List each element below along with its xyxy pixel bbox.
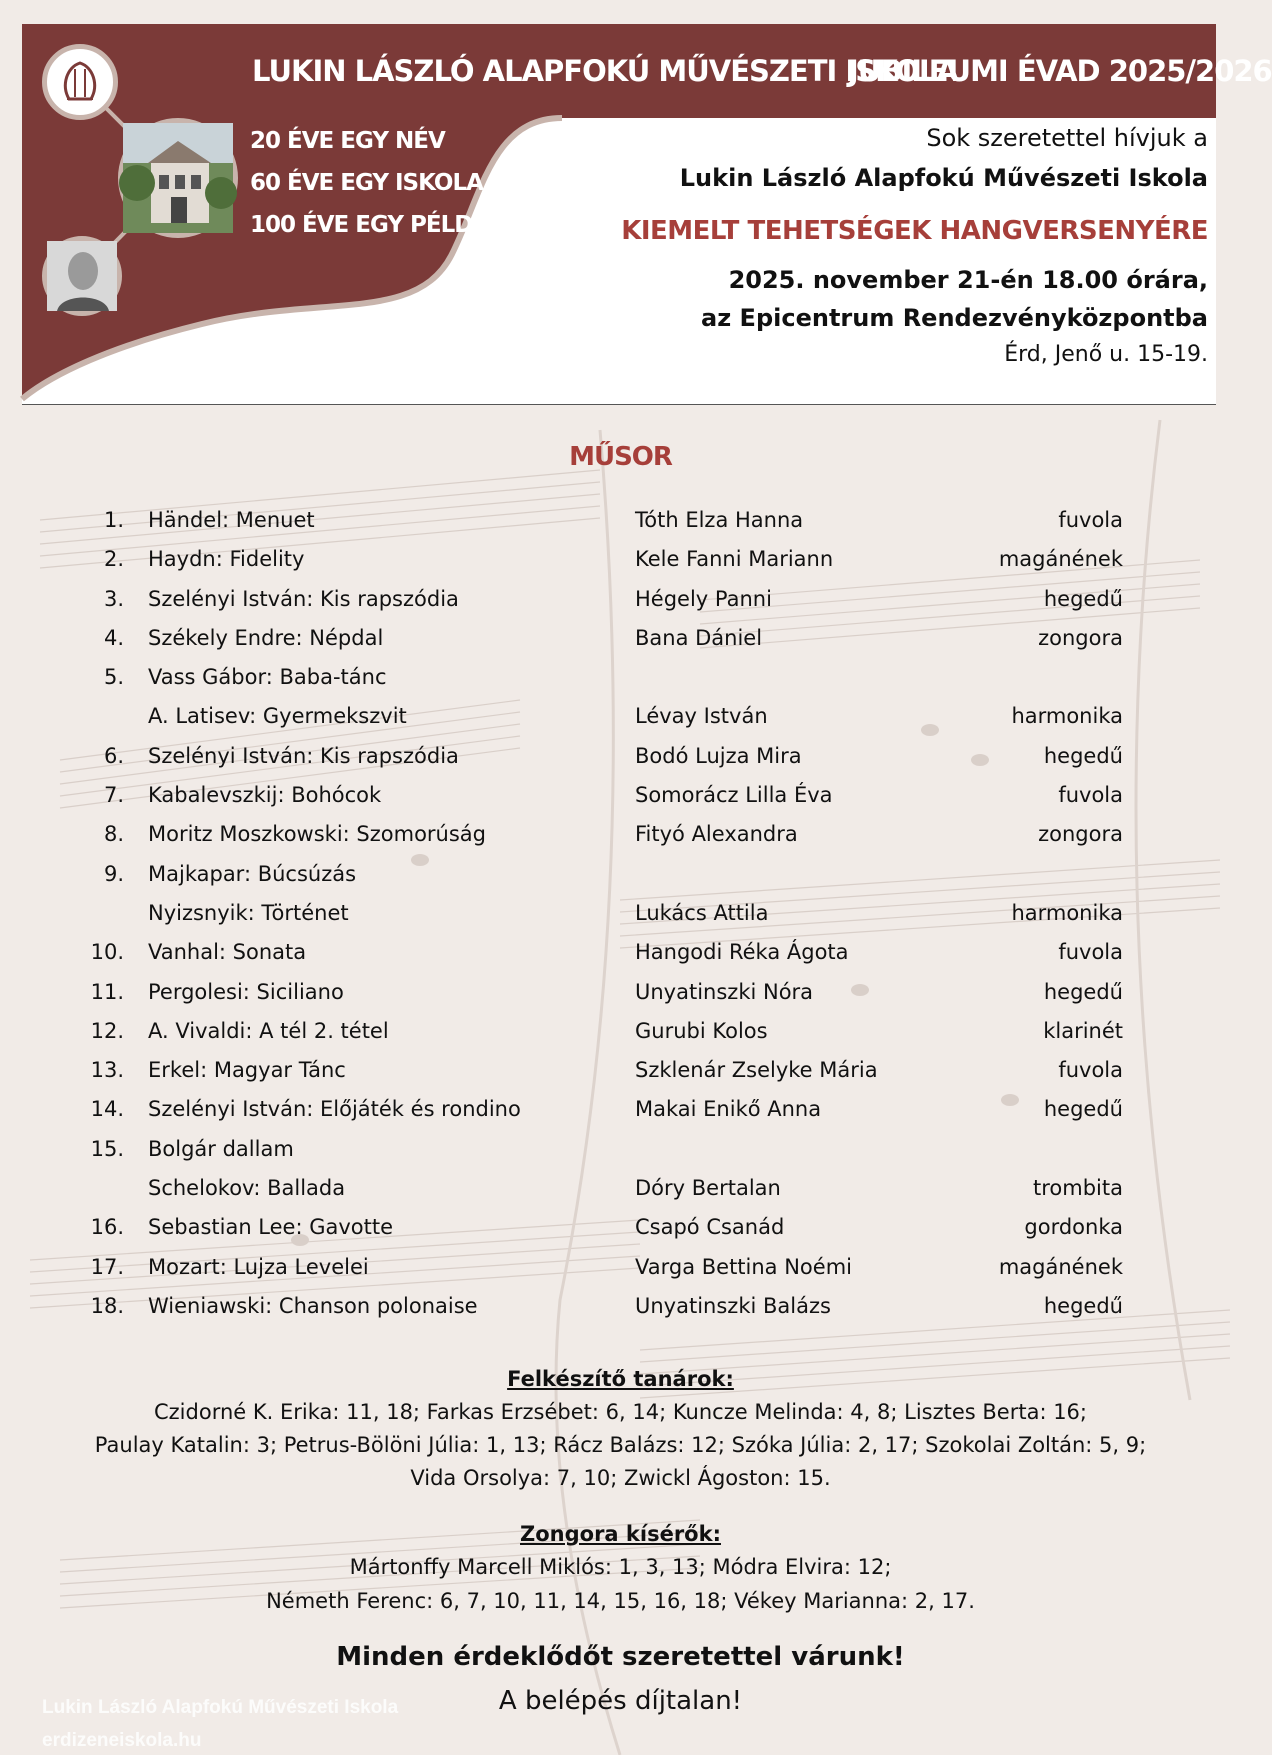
program-piece: Wieniawski: Chanson polonaise: [148, 1293, 478, 1318]
accompanists-line-2: Németh Ferenc: 6, 7, 10, 11, 14, 15, 16, 18; Vékey Marianna: 2, 17.: [266, 1589, 975, 1613]
program-piece: Vanhal: Sonata: [148, 940, 307, 965]
program-row: [0, 1249, 1241, 1288]
program-number: 15.: [90, 1136, 124, 1161]
event-venue: az Epicentrum Rendezvényközpontba: [701, 304, 1208, 332]
program-piece: Szelényi István: Kis rapszódia: [148, 743, 459, 768]
program-row: [0, 1091, 1241, 1130]
program-number: 3.: [103, 586, 124, 611]
program-piece: Moritz Moszkowski: Szomorúság: [148, 822, 487, 847]
program-performer: Bodó Lujza Mira: [635, 743, 802, 768]
school-logo: [42, 44, 118, 120]
program-number: 13.: [90, 1058, 124, 1083]
program-row: [0, 738, 1241, 777]
program-performer: Bana Dániel: [635, 625, 763, 650]
program-performer: Somorácz Lilla Éva: [635, 783, 833, 808]
program-number: 7.: [103, 783, 124, 808]
program-row: [0, 1209, 1241, 1248]
program-row: [0, 856, 1241, 895]
school-name-banner: LUKIN LÁSZLÓ ALAPFOKÚ MŰVÉSZETI ISKOLA: [252, 54, 958, 88]
program-piece: Nyizsnyik: Történet: [148, 900, 349, 925]
program-title: MŰSOR: [569, 442, 672, 472]
program-number: 5.: [103, 665, 124, 690]
program-instrument: zongora: [1038, 822, 1123, 847]
program-row: [0, 1288, 1241, 1327]
teachers-line-1: Czidorné K. Erika: 11, 18; Farkas Erzsébet: 6, 14; Kuncze Melinda: 4, 8; Lisztes Berta: 16;: [154, 1400, 1087, 1424]
jubilee-season: JUBILEUMI ÉVAD 2025/2026: [848, 54, 1272, 88]
program-piece: Händel: Menuet: [148, 508, 315, 532]
program-performer: Unyatinszki Balázs: [635, 1293, 831, 1318]
program-instrument: zongora: [1038, 625, 1123, 650]
accompanists-line-1: Mártonffy Marcell Miklós: 1, 3, 13; Módra Elvira: 12;: [349, 1555, 892, 1579]
program-row: [0, 1131, 1241, 1170]
program-piece: Schelokov: Ballada: [148, 1176, 346, 1201]
program-instrument: fuvola: [1058, 783, 1123, 808]
program-number: 1.: [103, 508, 124, 532]
teachers-line-2: Paulay Katalin: 3; Petrus-Bölöni Júlia: 1, 13; Rácz Balázs: 12; Szóka Júlia: 2, 17; Szokolai Zoltán: 5, 9;: [94, 1433, 1147, 1457]
program-row: [0, 1170, 1241, 1209]
program-number: 17.: [90, 1254, 124, 1279]
program-piece: Szelényi István: Előjáték és rondino: [148, 1097, 521, 1122]
program-piece: Erkel: Magyar Tánc: [148, 1058, 346, 1083]
program-performer: Hangodi Réka Ágota: [635, 940, 849, 965]
program-instrument: hegedű: [1043, 743, 1123, 768]
program-piece: A. Vivaldi: A tél 2. tétel: [148, 1018, 389, 1043]
program-piece: Haydn: Fidelity: [148, 547, 305, 572]
accompanists-heading: Zongora kísérők:: [520, 1522, 721, 1546]
program-number: 18.: [90, 1293, 124, 1318]
program-instrument: gordonka: [1024, 1215, 1123, 1240]
program-row: [0, 659, 1241, 698]
program-instrument: hegedű: [1043, 1293, 1123, 1318]
event-address: Érd, Jenő u. 15-19.: [1004, 342, 1208, 367]
program-piece: Székely Endre: Népdal: [148, 625, 384, 650]
program-instrument: harmonika: [1011, 900, 1123, 925]
program-row: [0, 502, 1241, 541]
program-row: [0, 934, 1241, 973]
program-row: [0, 816, 1241, 855]
program-row: [0, 777, 1241, 816]
program-performer: Lukács Attila: [635, 900, 769, 925]
program-number: 8.: [103, 822, 124, 847]
program-piece: Sebastian Lee: Gavotte: [148, 1215, 394, 1240]
welcome-message: Minden érdeklődőt szeretettel várunk!: [336, 1642, 905, 1672]
program-number: 11.: [90, 979, 124, 1004]
tagline-1: 20 ÉVE EGY NÉV: [250, 128, 445, 154]
program-performer: Fityó Alexandra: [635, 822, 798, 847]
program-row: [0, 895, 1241, 934]
program-piece: Szelényi István: Kis rapszódia: [148, 586, 459, 611]
program-number: 4.: [103, 625, 124, 650]
program-performer: Szklenár Zselyke Mária: [635, 1058, 878, 1083]
program-instrument: harmonika: [1011, 704, 1123, 729]
program-row: [0, 581, 1241, 620]
program-performer: Hégely Panni: [635, 586, 772, 611]
program-instrument: hegedű: [1043, 586, 1123, 611]
program-row: [0, 541, 1241, 580]
program-row: [0, 698, 1241, 737]
program-performer: Unyatinszki Nóra: [635, 979, 814, 1004]
invitation-intro: Sok szeretettel hívjuk a: [926, 124, 1208, 152]
header-divider: [22, 404, 1216, 405]
program-instrument: fuvola: [1058, 1058, 1123, 1083]
program-row: [0, 620, 1241, 659]
program-performer: Csapó Csanád: [635, 1215, 785, 1240]
program-piece: A. Latisev: Gyermekszvit: [148, 704, 407, 729]
school-building-photo: [118, 118, 238, 238]
program-instrument: fuvola: [1058, 940, 1123, 965]
watermark-website: erdizeneiskola.hu: [42, 1730, 202, 1751]
program-number: 14.: [90, 1097, 124, 1122]
program-number: 9.: [103, 861, 124, 886]
program-instrument: klarinét: [1043, 1018, 1123, 1043]
program-row: [0, 974, 1241, 1013]
founder-portrait: [42, 236, 122, 316]
program-performer: Kele Fanni Mariann: [635, 547, 834, 572]
program-performer: Lévay István: [635, 704, 768, 729]
program-piece: Pergolesi: Siciliano: [148, 979, 344, 1004]
program-performer: Makai Enikő Anna: [635, 1097, 822, 1122]
program-piece: Mozart: Lujza Levelei: [148, 1254, 369, 1279]
program-performer: Varga Bettina Noémi: [635, 1254, 852, 1279]
program-performer: Gurubi Kolos: [635, 1018, 768, 1043]
program-number: 6.: [103, 743, 124, 768]
program-performer: Tóth Elza Hanna: [635, 508, 804, 532]
program-instrument: trombita: [1033, 1176, 1123, 1201]
program-number: 2.: [103, 547, 124, 572]
free-entry-note: A belépés díjtalan!: [498, 1686, 743, 1716]
program-piece: Majkapar: Búcsúzás: [148, 861, 357, 886]
lyre-logo-icon: [47, 49, 113, 115]
program-performer: Dóry Bertalan: [635, 1176, 781, 1201]
program-piece: Bolgár dallam: [148, 1136, 294, 1161]
invitation-school: Lukin László Alapfokú Művészeti Iskola: [679, 164, 1208, 192]
program-instrument: magánének: [998, 547, 1123, 572]
tagline-3: 100 ÉVE EGY PÉLDA: [250, 212, 490, 238]
program-row: [0, 1013, 1241, 1052]
tagline-2: 60 ÉVE EGY ISKOLA: [250, 170, 483, 196]
program-instrument: hegedű: [1043, 979, 1123, 1004]
program-piece: Vass Gábor: Baba-tánc: [148, 665, 387, 690]
teachers-heading: Felkészítő tanárok:: [507, 1367, 734, 1391]
teachers-line-3: Vida Orsolya: 7, 10; Zwickl Ágoston: 15.: [410, 1466, 831, 1490]
header: [22, 24, 1272, 404]
program-instrument: magánének: [998, 1254, 1123, 1279]
program-number: 16.: [90, 1215, 124, 1240]
program-number: 10.: [90, 940, 124, 965]
program-row: [0, 1052, 1241, 1091]
program-instrument: hegedű: [1043, 1097, 1123, 1122]
program-list: [0, 502, 1241, 1327]
watermark-school-name: Lukin László Alapfokú Művészeti Iskola: [42, 1697, 399, 1718]
event-datetime: 2025. november 21-én 18.00 órára,: [728, 266, 1208, 294]
program-piece: Kabalevszkij: Bohócok: [148, 783, 382, 808]
program-number: 12.: [90, 1018, 124, 1043]
event-title: KIEMELT TEHETSÉGEK HANGVERSENYÉRE: [621, 216, 1208, 246]
program-instrument: fuvola: [1058, 508, 1123, 532]
